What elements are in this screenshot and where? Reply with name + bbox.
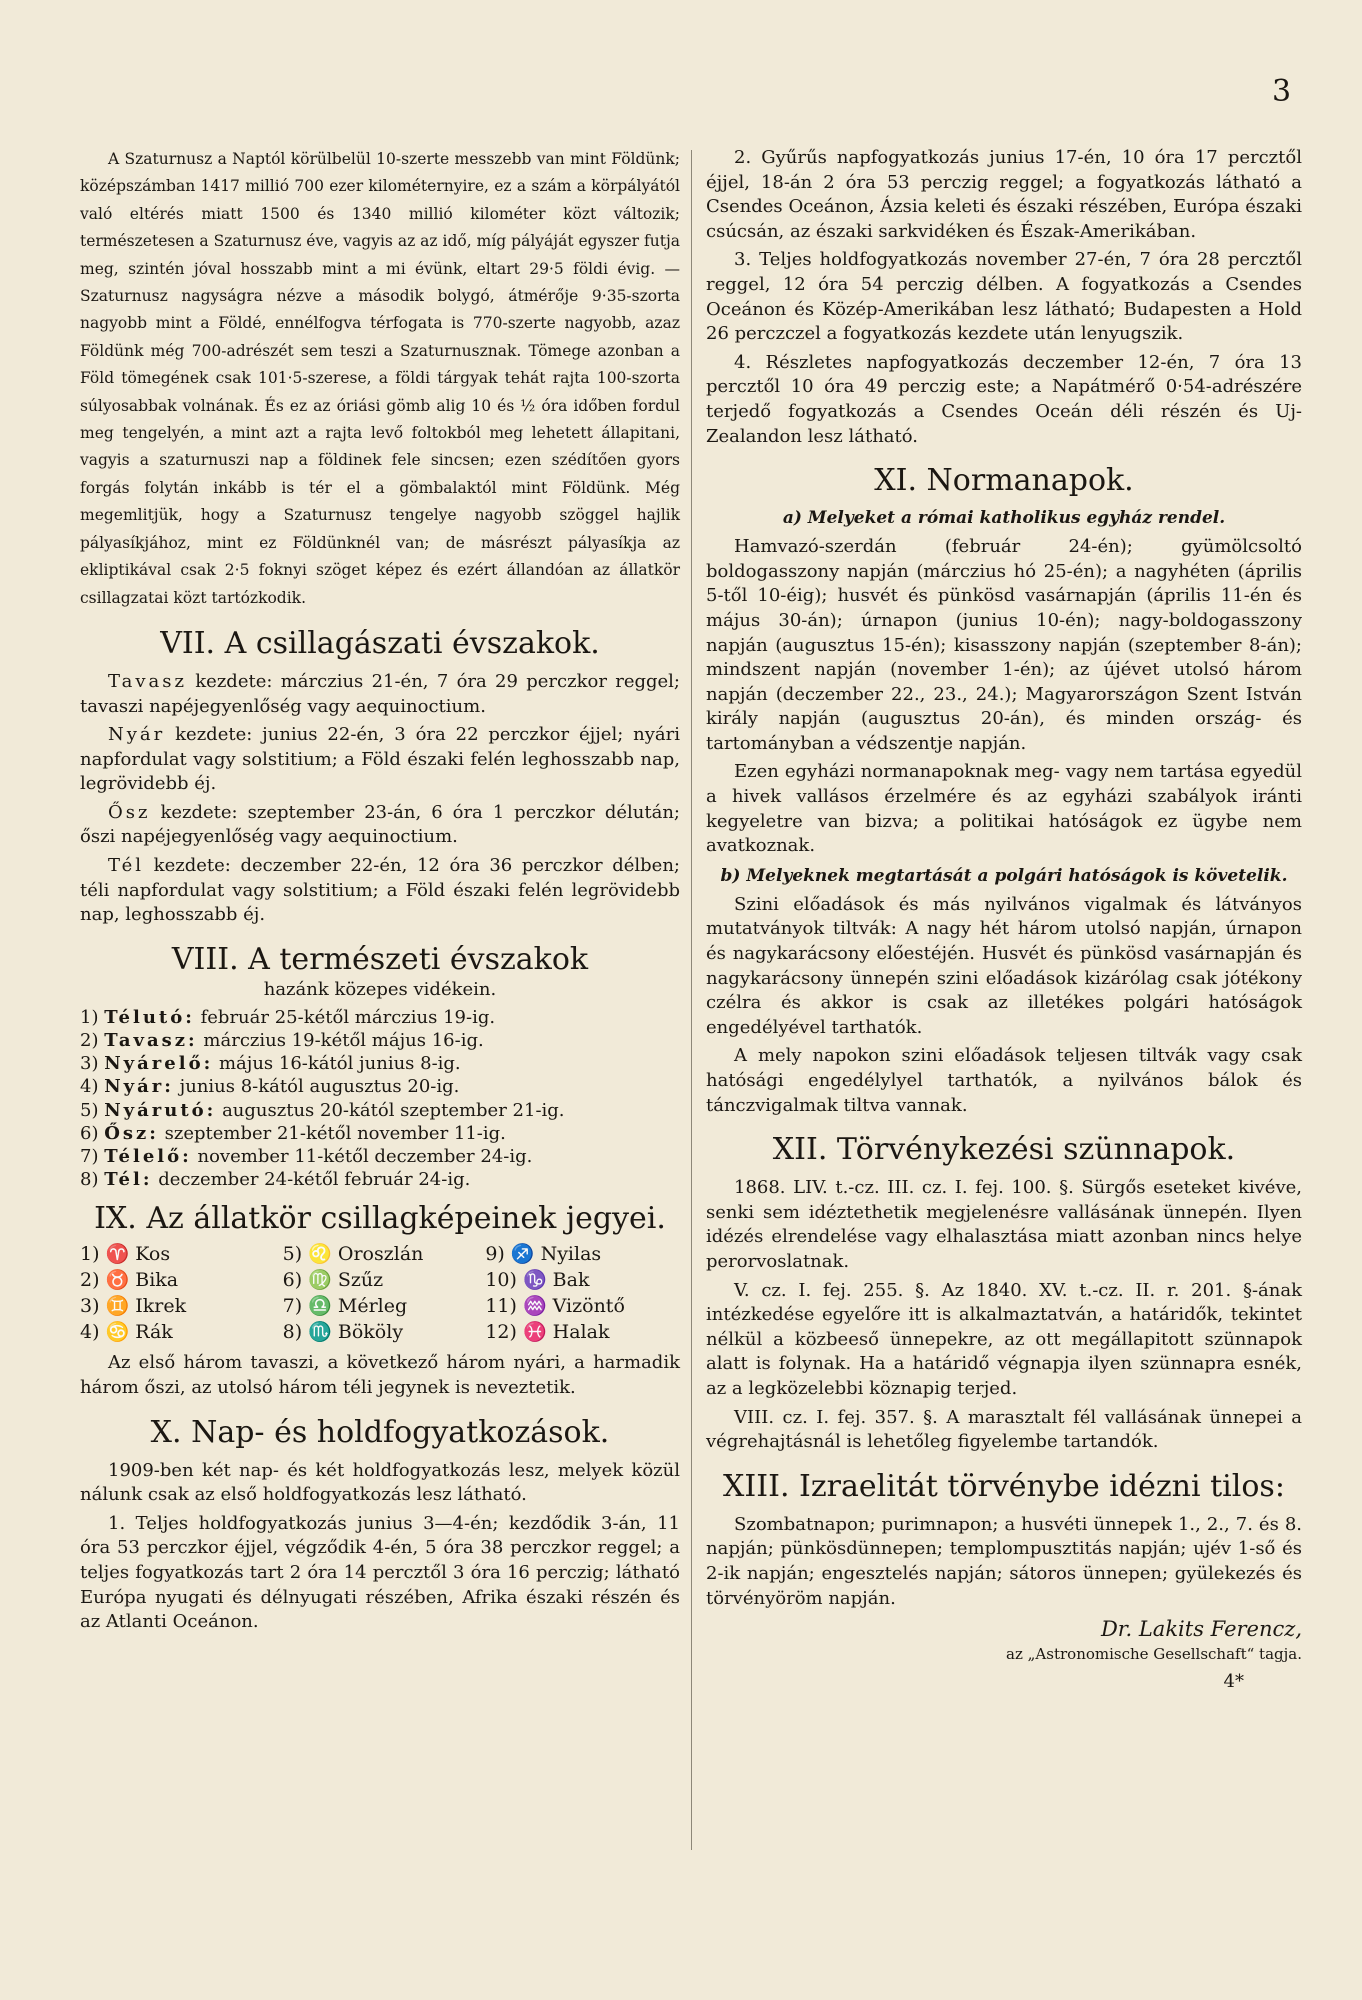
section-xiii-title: XIII. Izraelitát törvénybe idézni tilos: — [723, 1468, 1285, 1504]
author-role: az „Astronomische Gesellschaft“ tagja. — [1006, 1645, 1302, 1664]
list-item: 6) Ősz: szeptember 21-kétől november 11-ig. — [80, 1122, 506, 1144]
season-lead: Nyár — [108, 724, 166, 746]
section-ix-title: IX. Az állatkör csillagképeinek jegyei. — [94, 1201, 666, 1237]
left-column — [80, 146, 680, 1639]
section-viii-title: VIII. A természeti évszakok — [171, 941, 589, 977]
zodiac-note: Az első három tavaszi, a következő három nyári, a harmadik három őszi, az utolsó három téli jegynek is neveztetik. — [80, 1352, 680, 1399]
eclipse-3: 3. Teljes holdfogyatkozás november 27-én, 7 óra 28 percztől reggel, 12 óra 54 perczig délben. A fogyatkozás a Csendes Oceánon és Közép-Amerikában lesz látható; Budapesten a Hold 26 perczczel a fogyatkozás kezdete után lenyugszik. — [706, 249, 1302, 345]
section-xiii-text: Szombatnapon; purimnapon; a husvéti ünnepek 1., 2., 7. és 8. napján; pünkösdünnepen; templompusztitás napján; ujév 1-ső és 2-ik napján; engesztelés napján; sátoros ünnepen; gyülekezés és törvényöröm napján. — [706, 1513, 1302, 1609]
zodiac-sign: 1) ♈ Kos — [80, 1243, 171, 1266]
season-lead: Ősz — [108, 801, 151, 823]
season-spring — [80, 670, 680, 719]
author-signature: Dr. Lakits Ferencz, — [1100, 1617, 1302, 1642]
zodiac-sign: 5) ♌ Oroszlán — [282, 1243, 424, 1266]
section-xii-text2: V. cz. I. fej. 255. §. Az 1840. XV. t.-cz. II. r. 201. §-ának intézkedése egyelőre itt is alkalmaztatván, a határidők, tekintet nélkül a közbeeső ünnepekre, az ott megállapitott szünnapok alatt is folynak. Ha a határidő végnapja ilyen szünnapra esnék, az a legközelebbi köznapig terjed. — [706, 1279, 1302, 1399]
zodiac-grid — [80, 1241, 680, 1345]
eclipse-2: 2. Gyűrűs napfogyatkozás junius 17-én, 10 óra 17 percztől éjjel, 18-án 2 óra 53 perczig reggel; a fogyatkozás látható a Csendes Oceánon, Ázsia keleti és északi részében, Európa északi csúcsán, az északi sarkvidéken és Észak-Amerikában. — [706, 147, 1302, 242]
zodiac-sign: 10) ♑ Bak — [485, 1269, 590, 1292]
season-summer — [80, 723, 680, 797]
season-winter — [80, 854, 680, 928]
season-lead: Tél — [108, 855, 145, 877]
footer-signature-mark: 4* — [1223, 1671, 1244, 1693]
section-xi-b-title: b) Melyeknek megtartását a polgári hatóságok is követelik. — [720, 865, 1288, 886]
season-text: kezdete: junius 22-én, 3 óra 22 perczkor éjjel; nyári napfordulat vagy solstitium; a Föld északi felén leghosszabb nap, legrövidebb éj. — [80, 724, 680, 795]
season-text: kezdete: deczember 22-én, 12 óra 36 perczkor délben; téli napfordulat vagy solstitium; a Föld északi felén legrövidebb nap, leghosszabb éj. — [80, 855, 680, 926]
zodiac-sign: 8) ♏ Bököly — [282, 1321, 404, 1344]
eclipse-4: 4. Részletes napfogyatkozás deczember 12-én, 7 óra 13 percztől 10 óra 49 perczig este; a Napátmérő 0·54-adrészére terjedő fogyatkozás a Csendes Oceán déli részén és Uj-Zealandon lesz látható. — [706, 351, 1302, 447]
right-column — [706, 146, 1302, 1692]
section-xii-text3: VIII. cz. I. fej. 357. §. A marasztalt fél vallásának ünnepei a végrehajtásnál is lehetőleg figyelembe tartandók. — [706, 1406, 1302, 1453]
section-xi-a-text2: Ezen egyházi normanapoknak meg- vagy nem tartása egyedül a hivek vallásos érzelmére és az egyházi szabályok iránti kegyeletre van bizva; a politikai hatóságok ez ügybe nem avatkoznak. — [706, 761, 1302, 857]
section-xi-title: XI. Normanapok. — [874, 463, 1134, 499]
section-vii-title: VII. A csillagászati évszakok. — [160, 625, 600, 661]
list-item: 3) Nyárelő: május 16-kától junius 8-ig. — [80, 1053, 461, 1075]
season-autumn — [80, 801, 680, 850]
list-item: 2) Tavasz: márczius 19-kétől május 16-ig. — [80, 1030, 484, 1052]
zodiac-sign: 3) ♊ Ikrek — [80, 1295, 187, 1318]
section-xii-text1: 1868. LIV. t.-cz. III. cz. I. fej. 100. §. Sürgős eseteket kivéve, senki sem idéztethetik megjelenésre vallásának ünnepén. Ilyen idézés elrendelése vagy elhalasztása miatt azonban nincs helye perorvoslatnak. — [706, 1177, 1302, 1272]
season-lead: Tavasz — [108, 670, 187, 692]
section-x-title: X. Nap- és holdfogyatkozások. — [150, 1414, 610, 1450]
list-item: 4) Nyár: junius 8-kától augusztus 20-ig. — [80, 1076, 460, 1098]
zodiac-sign: 9) ♐ Nyilas — [485, 1243, 602, 1266]
zodiac-sign: 12) ♓ Halak — [485, 1321, 610, 1344]
zodiac-sign: 7) ♎ Mérleg — [282, 1295, 408, 1318]
list-item: 5) Nyárutó: augusztus 20-kától szeptember 21-ig. — [80, 1099, 565, 1121]
section-xi-a-text: Hamvazó-szerdán (február 24-én); gyümölcsoltó boldogasszony napján (márczius hó 25-én); a nagyhéten (április 5-től 10-éig); husvét és pünkösd vasárnapján (április 11-én és május 30-án); úrnapon (junius 10-én); nagy-boldogasszony napján (augusztus 15-én); kisasszony napján (szeptember 8-án); mindszent napján (november 1-én); az újévet utolsó három napján (deczember 22., 23., 24.); Magyarországon Szent István király napján (augusztus 20-án), és minden ország- és tartományban a védszentje napján. — [706, 536, 1302, 754]
eclipse-1: 1. Teljes holdfogyatkozás junius 3—4-én; kezdődik 3-án, 11 óra 53 perczkor éjjel, végződik 4-én, 5 óra 38 perczkor reggel; a teljes fogyatkozás tart 2 óra 14 percztől 3 óra 16 perczig; látható Európa nyugati és délnyugati részében, Afrika északi részén és az Atlanti Oceánon. — [80, 1512, 680, 1633]
section-xi-a-title: a) Melyeket a római katholikus egyház rendel. — [782, 508, 1226, 529]
section-xi-b-text: Szini előadások és más nyilvános vigalmak és látványos mutatványok tiltvák: A nagy hét három utolsó napján, úrnapon és nagykarácsony előestéjén. Husvét és pünkösd vasárnapján és nagykarácsony ünnepén szini előadások kizárólag csak jótékony czélra és akkor is csak az illetékes polgári hatóságok engedélyével tarthatók. — [706, 893, 1302, 1038]
list-item: 7) Télelő: november 11-kétől deczember 24-ig. — [80, 1146, 533, 1168]
season-text: kezdete: márczius 21-én, 7 óra 29 perczkor reggel; tavaszi napéjegyenlőség vagy aequinoctium. — [80, 670, 680, 717]
column-divider — [691, 150, 692, 1850]
natural-seasons-list — [80, 1006, 680, 1192]
page-number: 3 — [1272, 74, 1292, 109]
list-item: 1) Télutó: február 25-kétől márczius 19-ig. — [80, 1006, 496, 1028]
zodiac-sign: 6) ♍ Szűz — [282, 1269, 384, 1292]
season-text: kezdete: szeptember 23-án, 6 óra 1 perczkor délután; őszi napéjegyenlőség vagy aequinoctium. — [80, 801, 680, 848]
section-xii-title: XII. Törvénykezési szünnapok. — [772, 1132, 1236, 1168]
section-xi-b-text2: A mely napokon szini előadások teljesen tiltvák vagy csak hatósági engedélylyel tarthatók, a nyilvános bálok és tánczvigalmak tiltva vannak. — [706, 1045, 1302, 1116]
saturn-paragraph: A Szaturnusz a Naptól körülbelül 10-szerte messzebb van mint Földünk; középszámban 1417 millió 700 ezer kilométernyire, ez a szám a körpályától való eltérés miatt 1500 és 1340 millió kilométer közt változik; természetesen a Szaturnusz éve, vagyis az az idő, míg pályáját egyszer futja meg, szintén jóval hosszabb mint a mi évünk, eltart 29·5 földi évig. — Szaturnusz nagyságra nézve a második bolygó, átmérője 9·35-szorta nagyobb mint a Földé, ennélfogva térfogata is 770-szerte nagyobb, azaz Földünk még 700-adrészét sem teszi a Szaturnusznak. Tömege azonban a Föld tömegének csak 101·5-szerese, a földi tárgyak tehát rajta 100-szorta súlyosabbak volnának. És ez az óriási gömb alig 10 és ½ óra időben fordul meg tengelyén, a mint azt a rajta levő foltokból meg lehetett állapitani, vagyis a szaturnuszi nap a földinek fele sincsen; ezen szédítően gyors forgás folytán inkább is tér el a gömbalaktól mint Földünk. Még megemlitjük, hogy a Szaturnusz tengelye nagyobb szöggel hajlik pályasíkjához, mint ez Földünknél van; de másrészt pályasíkja az ekliptikával csak 2·5 foknyi szöget képez és ezért állandóan az állatkör csillagzatai közt tartózkodik. — [80, 150, 680, 607]
zodiac-sign: 11) ♒ Vizöntő — [485, 1295, 625, 1318]
zodiac-sign: 2) ♉ Bika — [80, 1269, 179, 1292]
eclipse-intro: 1909-ben két nap- és két holdfogyatkozás lesz, melyek közül nálunk csak az első holdfogyatkozás lesz látható. — [80, 1459, 680, 1506]
list-item: 8) Tél: deczember 24-kétől február 24-ig. — [80, 1169, 471, 1191]
section-viii-subtitle: hazánk közepes vidékein. — [263, 978, 497, 1000]
zodiac-sign: 4) ♋ Rák — [80, 1321, 173, 1344]
